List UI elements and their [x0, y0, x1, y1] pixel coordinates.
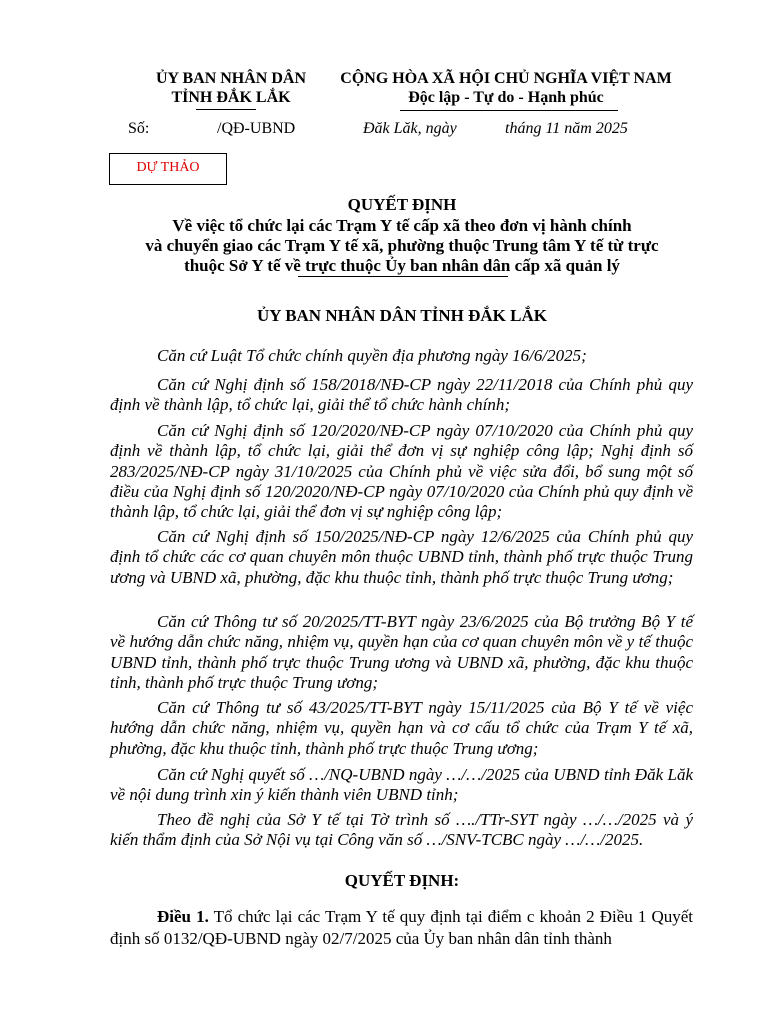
motto-underline [400, 110, 618, 111]
legal-basis: Căn cứ Thông tư số 43/2025/TT-BYT ngày 15/11/2025 của Bộ Y tế về việc hướng dẫn chức năng, nhiệm vụ, quyền hạn và cơ cấu tổ chức của Trạm Y tế xã, phường, đặc khu thuộc tỉnh, thành phố trực thuộc Trung ương; [110, 698, 693, 758]
document-number-label: Số: [128, 120, 150, 137]
legal-basis: Căn cứ Nghị định số 158/2018/NĐ-CP ngày 22/11/2018 của Chính phủ quy định về thành lập, tổ chức lại, giải thể tổ chức hành chính; [110, 375, 693, 415]
article-1-label: Điều 1. [157, 907, 209, 926]
issuing-authority-line1: ỦY BAN NHÂN DÂN [155, 70, 307, 87]
subject-underline [298, 276, 508, 277]
national-title: CỘNG HÒA XÃ HỘI CHỦ NGHĨA VIỆT NAM [340, 70, 672, 87]
legal-basis: Căn cứ Thông tư số 20/2025/TT-BYT ngày 23/6/2025 của Bộ trưởng Bộ Y tế về hướng dẫn chức năng, nhiệm vụ, quyền hạn của cơ quan chuyên môn về y tế thuộc UBND tỉnh, thành phố trực thuộc Trung ương và UBND xã, phường, đặc khu thuộc tỉnh, thành phố trực thuộc Trung ương; [110, 612, 693, 692]
date-place: Đăk Lăk, ngày [363, 120, 457, 137]
issuing-authority-line2: TỈNH ĐẮK LẮK [171, 89, 291, 106]
legal-basis: Căn cứ Nghị định số 150/2025/NĐ-CP ngày 12/6/2025 của Chính phủ quy định tổ chức các cơ quan chuyên môn thuộc UBND tỉnh, thành phố trực thuộc Trung ương và UBND xã, phường, đặc khu thuộc tỉnh, thành phố trực thuộc Trung ương; [110, 527, 693, 587]
authority-heading: ỦY BAN NHÂN DÂN TỈNH ĐẮK LẮK [257, 306, 547, 325]
article-1 [110, 906, 693, 950]
national-motto: Độc lập - Tự do - Hạnh phúc [408, 89, 604, 106]
subject-line-3: thuộc Sở Y tế về trực thuộc Ủy ban nhân dân cấp xã quản lý [184, 256, 620, 275]
legal-basis: Căn cứ Luật Tổ chức chính quyền địa phương ngày 16/6/2025; [157, 346, 587, 365]
document-title: QUYẾT ĐỊNH [347, 195, 457, 214]
draft-stamp: DỰ THẢO [109, 153, 227, 185]
legal-basis: Căn cứ Nghị quyết số …/NQ-UBND ngày …/…/2025 của UBND tỉnh Đăk Lăk về nội dung trình xin ý kiến thành viên UBND tỉnh; [110, 765, 693, 805]
subject-line-2: và chuyển giao các Trạm Y tế xã, phường thuộc Trung tâm Y tế từ trực [145, 236, 659, 255]
subject-line-1: Về việc tổ chức lại các Trạm Y tế cấp xã theo đơn vị hành chính [172, 216, 632, 235]
authority-underline [196, 109, 256, 110]
article-1-text: Tổ chức lại các Trạm Y tế quy định tại điểm c khoản 2 Điều 1 Quyết định số 0132/QĐ-UBND ngày 02/7/2025 của Ủy ban nhân dân tỉnh thành [110, 907, 693, 948]
proposal-basis: Theo đề nghị của Sở Y tế tại Tờ trình số …./TTr-SYT ngày …/…/2025 và ý kiến thẩm định của Sở Nội vụ tại Công văn số …/SNV-TCBC ngày …/…/2025. [110, 810, 693, 850]
legal-basis: Căn cứ Nghị định số 120/2020/NĐ-CP ngày 07/10/2020 của Chính phủ quy định về thành lập, tổ chức lại, giải thể đơn vị sự nghiệp công lập; Nghị định số 283/2025/NĐ-CP ngày 31/10/2025 của Chính phủ về việc sửa đổi, bổ sung một số điều của Nghị định số 120/2020/NĐ-CP ngày 07/10/2020 của Chính phủ quy định về thành lập, tổ chức lại, giải thể đơn vị sự nghiệp công lập; [110, 421, 693, 522]
decision-heading: QUYẾT ĐỊNH: [344, 871, 460, 890]
document-number-value: /QĐ-UBND [217, 120, 296, 137]
date-month-year: tháng 11 năm 2025 [505, 120, 628, 137]
